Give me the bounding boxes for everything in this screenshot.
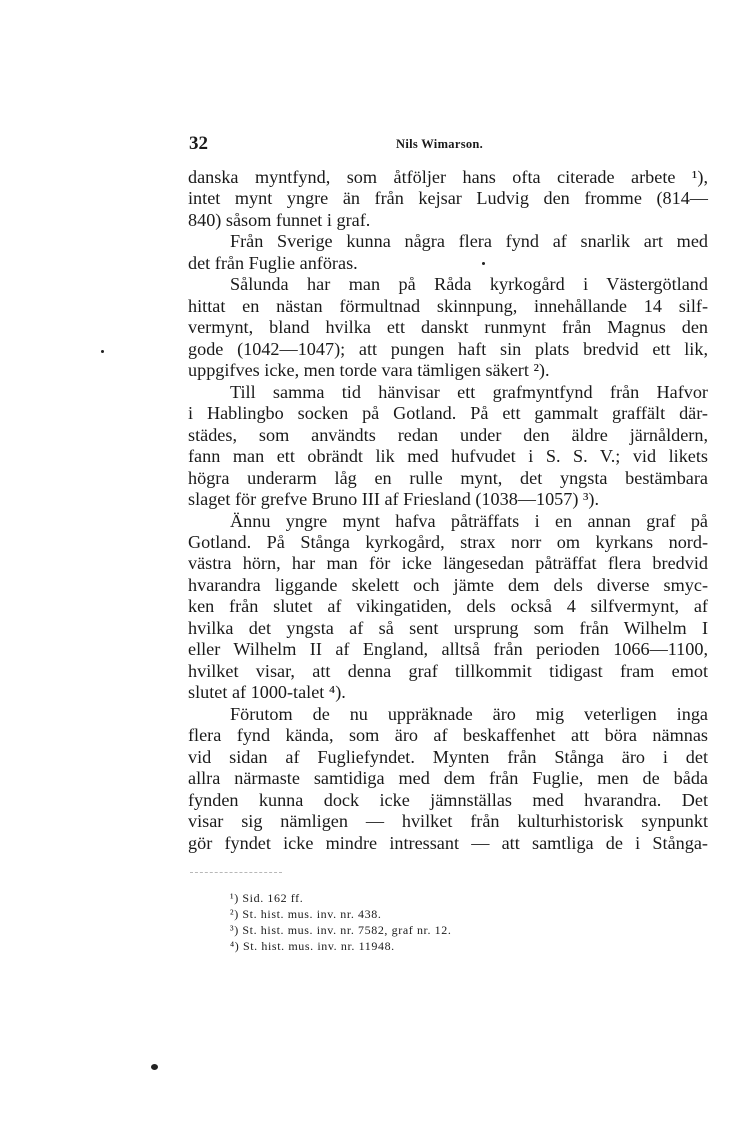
text-line: slutet af 1000-talet ⁴). bbox=[188, 682, 346, 703]
text-line: Ännu yngre mynt hafva påträffats i en annan graf på bbox=[230, 510, 708, 531]
text-line: 840) såsom funnet i graf. bbox=[188, 209, 371, 230]
page-number: 32 bbox=[189, 133, 208, 154]
text-line: fynden kunna dock icke jämnställas med hvarandra. Det bbox=[188, 789, 708, 810]
text-line: Förutom de nu uppräknade äro mig veterligen inga bbox=[230, 703, 708, 724]
text-line: hvilket visar, att denna graf tillkommit tidigast fram emot bbox=[188, 660, 708, 681]
text-line: vid sidan af Fugliefyndet. Mynten från Stånga äro i det bbox=[188, 746, 708, 767]
page-header bbox=[189, 133, 708, 157]
text-line: danska myntfynd, som åtföljer hans ofta citerade arbete ¹), bbox=[188, 167, 708, 187]
footnote: ³) St. hist. mus. inv. nr. 7582, graf nr. 12. bbox=[230, 923, 452, 937]
footnote: ²) St. hist. mus. inv. nr. 438. bbox=[230, 907, 382, 921]
text-line: intet mynt yngre än från kejsar Ludvig den fromme (814— bbox=[188, 188, 708, 209]
text-line: gode (1042—1047); att pungen haft sin plats bredvid ett lik, bbox=[188, 338, 708, 359]
running-head: Nils Wimarson. bbox=[396, 137, 484, 151]
text-line: visar sig nämligen — hvilket från kulturhistorisk synpunkt bbox=[188, 811, 708, 832]
text-line: hvilka det yngsta af så sent ursprung som från Wilhelm I bbox=[188, 617, 708, 638]
text-line: uppgifves icke, men torde vara tämligen säkert ²). bbox=[188, 360, 550, 381]
text-line: Till samma tid hänvisar ett grafmyntfynd från Hafvor bbox=[230, 381, 708, 402]
text-line: västra hörn, har man för icke längesedan påträffat flera bredvid bbox=[188, 553, 708, 574]
text-line: vermynt, bland hvilka ett danskt runmynt från Magnus den bbox=[188, 317, 708, 338]
text-line: Gotland. På Stånga kyrkogård, strax norr om kyrkans nord- bbox=[188, 531, 708, 552]
text-line: städes, som användts redan under den äldre järnåldern, bbox=[188, 424, 708, 445]
text-line: fann man ett obrändt lik med hufvudet i S. S. V.; vid likets bbox=[188, 446, 708, 467]
text-line: slaget för grefve Bruno III af Friesland (1038—1057) ³). bbox=[188, 489, 600, 510]
text-line: allra närmaste samtidiga med dem från Fuglie, men de båda bbox=[188, 768, 708, 789]
scan-speck bbox=[101, 350, 104, 353]
text-line: flera fynd kända, som äro af beskaffenhet att böra nämnas bbox=[188, 725, 708, 746]
scan-speck bbox=[151, 1064, 158, 1070]
text-line: eller Wilhelm II af England, alltså från perioden 1066—1100, bbox=[188, 639, 708, 660]
footnote: ¹) Sid. 162 ff. bbox=[230, 891, 304, 905]
text-line: det från Fuglie anföras. bbox=[188, 252, 358, 273]
text-line: gör fyndet icke mindre intressant — att samtliga de i Stånga- bbox=[188, 832, 708, 853]
text-line: ken från slutet af vikingatiden, dels också 4 silfvermynt, af bbox=[188, 596, 708, 617]
scan-speck bbox=[482, 262, 485, 265]
text-line: Från Sverige kunna några flera fynd af snarlik art med bbox=[230, 231, 708, 252]
text-line: hvarandra liggande skelett och jämte dem dels diverse smyc- bbox=[188, 574, 708, 595]
text-line: i Hablingbo socken på Gotland. På ett gammalt graffält där- bbox=[188, 403, 708, 424]
body-text bbox=[188, 167, 708, 854]
footnote: ⁴) St. hist. mus. inv. nr. 11948. bbox=[230, 939, 395, 953]
footnotes bbox=[230, 890, 550, 954]
footnote-separator bbox=[190, 872, 282, 873]
text-line: Sålunda har man på Råda kyrkogård i Västergötland bbox=[230, 274, 708, 295]
text-line: högra underarm låg en rulle mynt, det yngsta bestämbara bbox=[188, 467, 708, 488]
text-line: hittat en nästan förmultnad skinnpung, innehållande 14 silf- bbox=[188, 295, 708, 316]
